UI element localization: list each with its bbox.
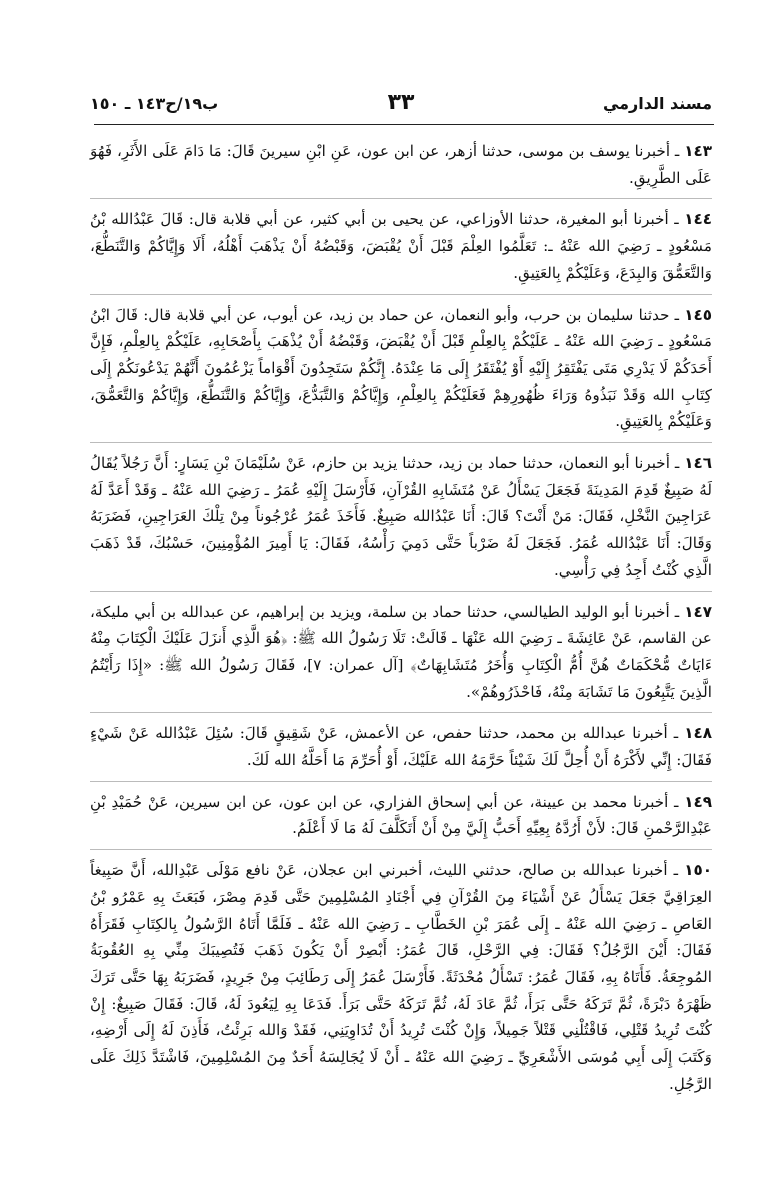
divider <box>90 591 712 592</box>
hadith-text: ـ أخبرنا يوسف بن موسى، حدثنا أزهر، عن ابن عون، عَنِ ابْنِ سيرينَ قَالَ: مَا دَامَ عَلَى الأَثَرِ، فَهُوَ عَلَى الطَّرِيقِ. <box>90 142 712 187</box>
hadith-text: ـ أخبرنا عبدالله بن صالح، حدثني الليث، أخبرني ابن عجلان، عَنْ نافع مَوْلَى عَبْدِالله، أَنَّ صَبِيغاً العِرَاقِيَّ جَعَلَ يَسْأَلُ عَنْ أَشْيَاءَ مِنَ القُرْآنِ فِي أَجْنَادِ المُسْلِمِينَ حَتَّى قَدِمَ مِصْرَ، فَبَعَثَ بِهِ عَمْرُو بْنُ العَاصِ ـ رَضِيَ الله عَنْهُ ـ إِلَى عُمَرَ بْنِ الخَطَّابِ ـ رَضِيَ الله عَنْهُ ـ فَلَمَّا أَتَاهُ الرَّسُولُ بِالكِتَابِ فَقَرَأَهُ فَقَالَ: أَيْنَ الرَّجُلُ؟ فَقَالَ: فِي الرَّحْلِ، قَالَ عُمَرُ: أَبْصِرْ أَنْ يَكُونَ ذَهَبَ فَتُصِيبَكَ مِنِّي بِهِ العُقُوبَةُ المُوجِعَةُ. فَأَتَاهُ بِهِ، فَقَالَ عُمَرُ: تَسْأَلُ مُحْدَثَةً. فَأَرْسَلَ عُمَرُ إِلَى رَطَائِبَ مِنْ جَرِيدٍ، فَضَرَبَهُ بِهَا حَتَّى تَرَكَ ظَهْرَهُ دَبْرَةً، ثُمَّ تَرَكَهُ حَتَّى بَرَأَ، ثُمَّ عَادَ لَهُ، ثُمَّ تَرَكَهُ حَتَّى بَرَأَ. فَدَعَا بِهِ لِيَعُودَ لَهُ، قَالَ: فَقَالَ صَبِيغٌ: إِنْ كُنْتَ تُرِيدُ قَتْلِي، فَاقْتُلْنِي قَتْلاً جَمِيلاً، وَإِنْ كُنْتَ تُرِيدُ أَنْ تُدَاوِيَنِي، فَقَدْ وَالله بَرِئْتُ، فَأَذِنَ لَهُ إِلَى أَرْضِهِ، وَكَتَبَ إِلَى أَبِي مُوسَى الأَشْعَرِيِّ ـ رَضِيَ الله عَنْهُ ـ أَنْ لَا يُجَالِسَهُ أَحَدٌ مِنَ المُسْلِمِينَ، فَاشْتَدَّ ذَلِكَ عَلَى الرَّجُلِ. <box>90 861 712 1093</box>
divider <box>90 442 712 443</box>
book-title: مسند الدارمي <box>602 94 712 113</box>
page-header <box>90 90 712 124</box>
hadith-148 <box>90 720 712 773</box>
divider <box>90 712 712 713</box>
hadith-number: ١٤٣ <box>684 142 713 160</box>
divider <box>90 198 712 199</box>
hadith-number: ١٤٦ <box>684 454 713 473</box>
page-number: ٣٣ <box>387 90 415 115</box>
hadith-text: ـ أخبرنا محمد بن عيينة، عن أبي إسحاق الفزاري، عن ابن عون، عن ابن سيرين، عَنْ حُمَيْدِ بْنِ عَبْدِالرَّحْمنِ قَالَ: لأَنْ أَرُدَّهُ بِعِيِّهِ أَحَبُّ إِلَيَّ مِنْ أَنْ أَتَكَلَّفَ لَهُ مَا لَا أَعْلَمُ. <box>90 792 712 838</box>
hadith-text: ـ أخبرنا أبو النعمان، حدثنا حماد بن زيد، حدثنا يزيد بن حازم، عَنْ سُلَيْمَانَ بْنِ يَسَارٍ: أَنَّ رَجُلاً يُقَالُ لَهُ صَبِيغٌ قَدِمَ المَدِينَةَ فَجَعَلَ يَسْأَلُ عَنْ مُتَشَابِهِ القُرْآنِ، فَأَرْسَلَ إِلَيْهِ عُمَرُ ـ رَضِيَ الله عَنْهُ ـ وَقَدْ أَعَدَّ لَهُ عَرَاجِينَ النَّخْلِ، فَقَالَ: مَنْ أَنْتَ؟ قَالَ: أَنَا عَبْدُالله صَبِيغٌ. فَأَخَذَ عُمَرُ عُرْجُوناً مِنْ تِلْكَ العَرَاجِينِ، فَضَرَبَهُ وَقَالَ: أَنَا عَبْدُالله عُمَرُ. فَجَعَلَ لَهُ ضَرْباً حَتَّى دَمِيَ رَأْسُهُ، فَقَالَ: يَا أَمِيرَ المُؤْمِنِينَ، حَسْبُكَ، قَدْ ذَهَبَ الَّذِي كُنْتُ أَجِدُ فِي رَأْسِي. <box>90 454 712 579</box>
text-body <box>90 138 712 1105</box>
divider <box>90 294 712 295</box>
hadith-text: ـ أخبرنا عبدالله بن محمد، حدثنا حفص، عن الأعمش، عَنْ شَقِيقٍ قَالَ: سُئِلَ عَبْدُالله عَنْ شَيْءٍ فَقَالَ: إِنِّي لأَكْرَهُ أَنْ أُحِلَّ لَكَ شَيْئاً حَرَّمَهُ الله عَلَيْكَ، أَوْ أُحَرِّمَ مَا أَحَلَّهُ الله لَكَ. <box>90 724 712 770</box>
hadith-145 <box>90 302 712 436</box>
divider <box>90 849 712 850</box>
header-rule <box>94 124 714 125</box>
hadith-number: ١٤٨ <box>684 724 712 743</box>
hadith-147 <box>90 599 712 706</box>
hadith-143 <box>90 138 712 191</box>
hadith-text: ـ أخبرنا أبو المغيرة، حدثنا الأوزاعي، عن يحيى بن أبي كثير، عن أبي قلابة قال: قَالَ عَبْدُالله بْنُ مَسْعُودٍ ـ رَضِيَ الله عَنْهُ ـ: تَعَلَّمُوا العِلْمَ قَبْلَ أَنْ يُقْبَضَ، وَقَبْضُهُ أَنْ يَذْهَبَ أَهْلُهُ، أَلَا وَإِيَّاكُمْ وَالتَّنَطُّعَ، وَالتَّعَمُّقَ وَالبِدَعَ، وَعَلَيْكُمْ بِالعَتِيقِ. <box>90 210 712 282</box>
hadith-text: ـ أخبرنا أبو الوليد الطيالسي، حدثنا حماد بن سلمة، ويزيد بن إبراهيم، عن عبدالله بن أبي مليكة، عن القاسم، عَنْ عَائِشَةَ ـ رَضِيَ الله عَنْهَا ـ قَالَتْ: تَلَا رَسُولُ الله ﷺ: ﴿هُوَ الَّذِي أَنزَلَ عَلَيْكَ الْكِتَابَ مِنْهُ ءَايَاتٌ مُّحْكَمَاتٌ هُنَّ أُمُّ الْكِتَابِ وَأُخَرُ مُتَشَابِهَاتٌ﴾ [آل عمران: ٧]، فَقَالَ رَسُولُ الله ﷺ: «إِذَا رَأَيْتُمُ الَّذِينَ يَتَّبِعُونَ مَا تَشَابَهَ مِنْهُ، فَاحْذَرُوهُمْ». <box>90 602 712 701</box>
hadith-144 <box>90 206 712 286</box>
hadith-number: ١٤٥ <box>684 305 712 324</box>
hadith-146 <box>90 450 712 584</box>
hadith-number: ١٤٩ <box>684 792 712 811</box>
hadith-text: ـ حدثنا سليمان بن حرب، وأبو النعمان، عن حماد بن زيد، عن أيوب، عن أبي قلابة قال: قَالَ ابْنُ مَسْعُودٍ ـ رَضِيَ الله عَنْهُ ـ عَلَيْكُمْ بِالعِلْمِ قَبْلَ أَنْ يُقْبَضَ، وَقَبْضُهُ أَنْ يُذْهَبَ بِأَصْحَابِهِ، عَلَيْكُمْ بِالعِلْمِ، فَإِنَّ أَحَدَكُمْ لَا يَدْرِي مَتَى يَفْتَقِرُ إِلَيْهِ أَوْ يُفْتَقَرُ إِلَى مَا عِنْدَهُ. إِنَّكُمْ سَتَجِدُونَ أَقْوَاماً يَزْعُمُونَ أَنَّهُمْ يَدْعُونَكُمْ إِلَى كِتَابِ الله وَقَدْ نَبَذُوهُ وَرَاءَ ظُهُورِهِمْ فَعَلَيْكُمْ بِالعِلْمِ، وَإِيَّاكُمْ وَالتَّبَدُّعَ، وَإِيَّاكُمْ وَالتَّنَطُّعَ، وَإِيَّاكُمْ وَالتَّعَمُّقَ، وَعَلَيْكُمْ بِالعَتِيقِ. <box>90 305 712 431</box>
hadith-number: ١٥٠ <box>684 861 712 880</box>
hadith-150 <box>90 857 712 1097</box>
hadith-number: ١٤٤ <box>684 210 713 229</box>
hadith-149 <box>90 789 712 842</box>
hadith-number: ١٤٧ <box>684 602 712 621</box>
manuscript-reference: ب١٩/ح١٤٣ ـ ١٥٠ <box>90 94 219 113</box>
divider <box>90 781 712 782</box>
